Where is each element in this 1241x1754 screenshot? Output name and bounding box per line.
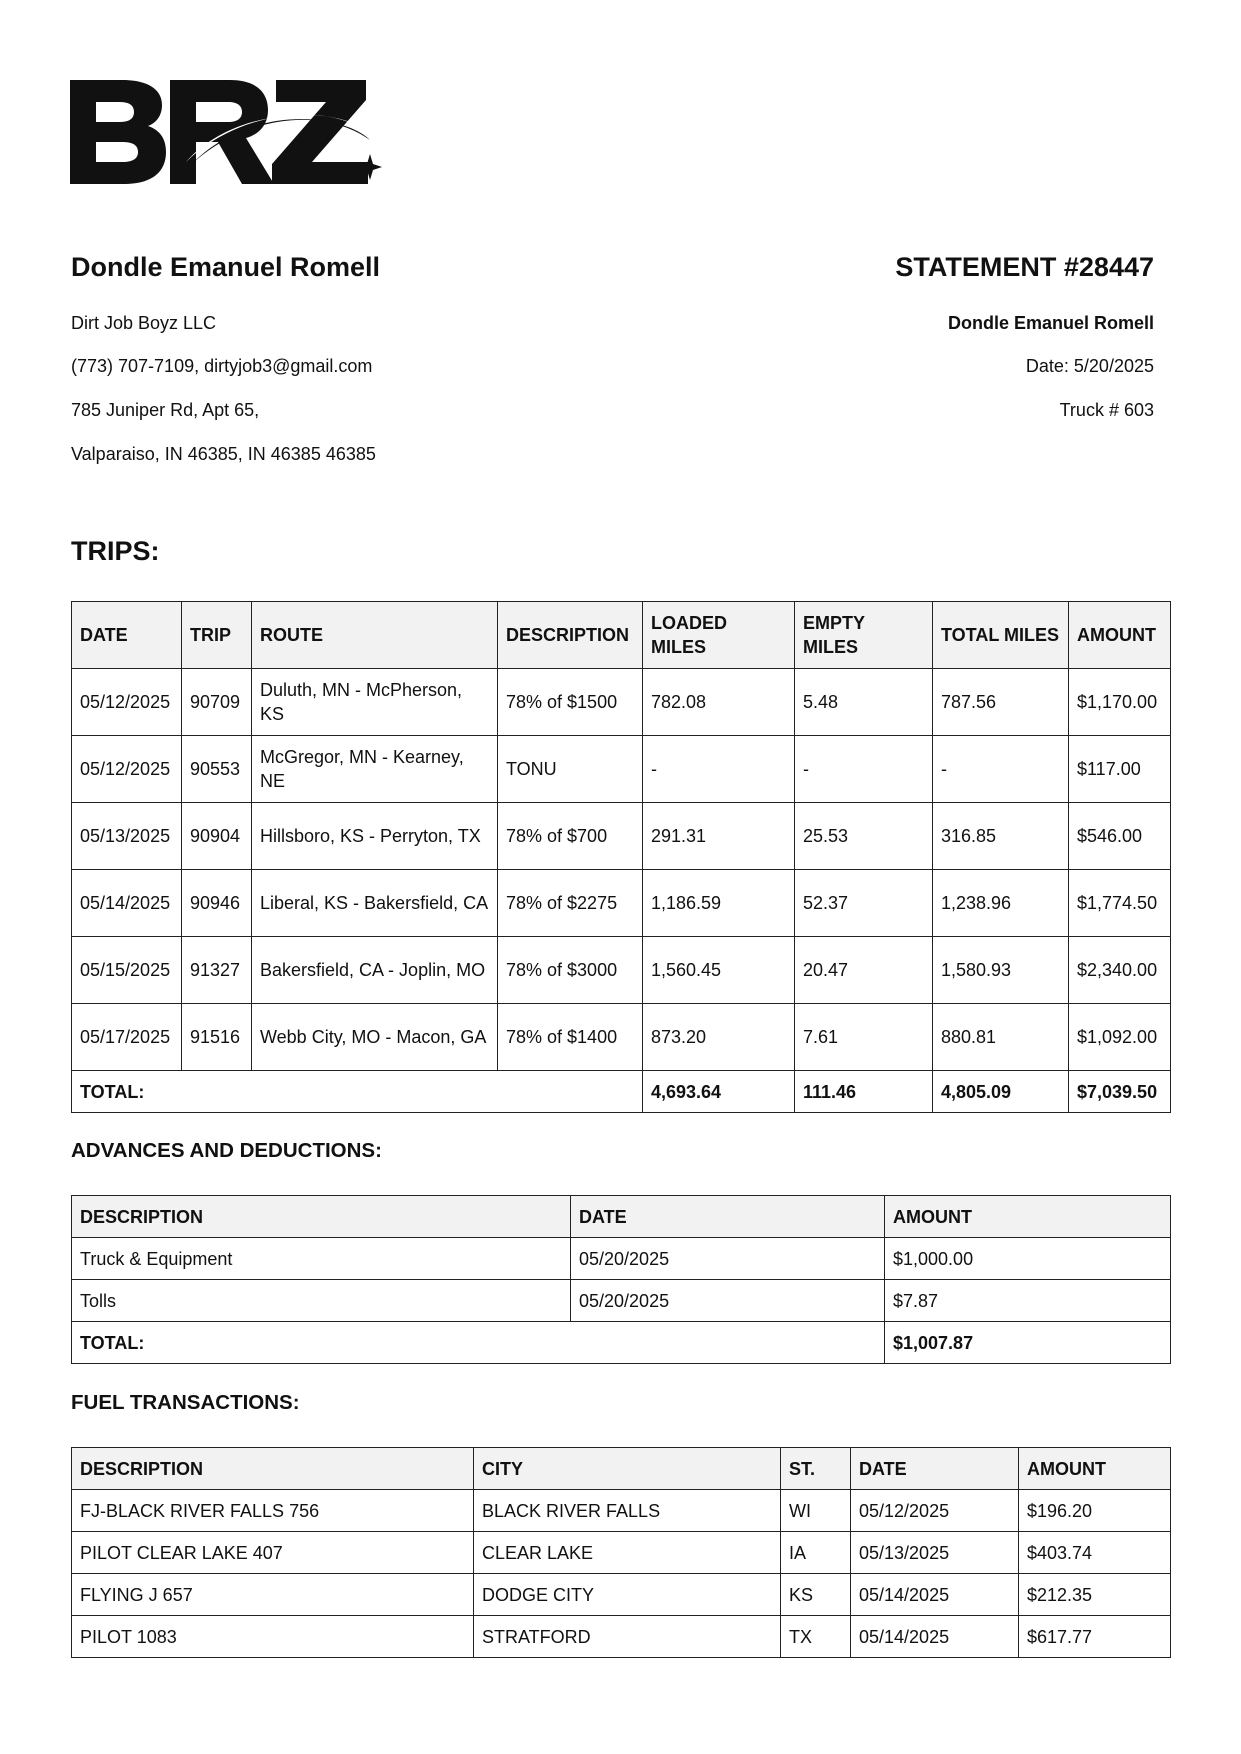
- fuel-amount: $617.77: [1019, 1616, 1171, 1658]
- trip-date: 05/12/2025: [72, 736, 182, 803]
- col-empty-miles: EMPTY MILES: [795, 602, 933, 669]
- trip-route: McGregor, MN - Kearney, NE: [252, 736, 498, 803]
- advance-amount: $7.87: [885, 1280, 1171, 1322]
- fuel-description: PILOT 1083: [72, 1616, 474, 1658]
- trips-header-row: [72, 602, 1171, 669]
- col-trip: TRIP: [182, 602, 252, 669]
- statement-date: Date: 5/20/2025: [1025, 356, 1154, 376]
- trip-loaded-miles: -: [643, 736, 795, 803]
- table-row: [72, 1004, 1171, 1071]
- trip-loaded-miles: 873.20: [643, 1004, 795, 1071]
- col-total-miles: TOTAL MILES: [933, 602, 1069, 669]
- trips-total-amount: $7,039.50: [1069, 1071, 1171, 1113]
- trip-loaded-miles: 782.08: [643, 669, 795, 736]
- advances-table: [71, 1195, 1171, 1364]
- trip-description: 78% of $1500: [498, 669, 643, 736]
- trip-description: 78% of $700: [498, 803, 643, 870]
- fuel-date: 05/14/2025: [851, 1616, 1019, 1658]
- driver-name-heading: Dondle Emanuel Romell: [71, 252, 381, 282]
- trips-table: [71, 601, 1171, 1113]
- trip-route: Liberal, KS - Bakersfield, CA: [252, 870, 498, 937]
- trip-amount: $1,092.00: [1069, 1004, 1171, 1071]
- fuel-city: STRATFORD: [474, 1616, 781, 1658]
- trip-route: Bakersfield, CA - Joplin, MO: [252, 937, 498, 1004]
- fuel-city: BLACK RIVER FALLS: [474, 1490, 781, 1532]
- trip-empty-miles: 5.48: [795, 669, 933, 736]
- fuel-state: IA: [781, 1532, 851, 1574]
- col-amount: AMOUNT: [1019, 1448, 1171, 1490]
- col-route: ROUTE: [252, 602, 498, 669]
- trip-loaded-miles: 1,186.59: [643, 870, 795, 937]
- address-line-2: Valparaiso, IN 46385, IN 46385 46385: [71, 444, 376, 464]
- fuel-date: 05/14/2025: [851, 1574, 1019, 1616]
- trip-route: Webb City, MO - Macon, GA: [252, 1004, 498, 1071]
- trip-total-miles: -: [933, 736, 1069, 803]
- table-row: [72, 1616, 1171, 1658]
- trip-total-miles: 316.85: [933, 803, 1069, 870]
- advance-description: Tolls: [72, 1280, 571, 1322]
- trip-date: 05/14/2025: [72, 870, 182, 937]
- trip-number: 90904: [182, 803, 252, 870]
- trip-number: 91516: [182, 1004, 252, 1071]
- col-description: DESCRIPTION: [72, 1448, 474, 1490]
- advances-heading: ADVANCES AND DEDUCTIONS:: [71, 1139, 382, 1162]
- fuel-state: TX: [781, 1616, 851, 1658]
- brz-logo: [70, 78, 382, 192]
- trip-empty-miles: 52.37: [795, 870, 933, 937]
- trip-number: 90946: [182, 870, 252, 937]
- contact-info: (773) 707-7109, dirtyjob3@gmail.com: [71, 356, 373, 376]
- trip-description: 78% of $1400: [498, 1004, 643, 1071]
- table-row: [72, 937, 1171, 1004]
- trip-total-miles: 1,238.96: [933, 870, 1069, 937]
- col-amount: AMOUNT: [1069, 602, 1171, 669]
- statement-driver-name: Dondle Emanuel Romell: [947, 313, 1154, 333]
- table-row: [72, 1238, 1171, 1280]
- fuel-header-row: [72, 1448, 1171, 1490]
- advance-date: 05/20/2025: [571, 1238, 885, 1280]
- trip-date: 05/13/2025: [72, 803, 182, 870]
- fuel-description: FLYING J 657: [72, 1574, 474, 1616]
- col-amount: AMOUNT: [885, 1196, 1171, 1238]
- trip-route: Duluth, MN - McPherson, KS: [252, 669, 498, 736]
- trip-loaded-miles: 1,560.45: [643, 937, 795, 1004]
- fuel-state: WI: [781, 1490, 851, 1532]
- col-date: DATE: [571, 1196, 885, 1238]
- trip-amount: $2,340.00: [1069, 937, 1171, 1004]
- trip-loaded-miles: 291.31: [643, 803, 795, 870]
- table-row: [72, 669, 1171, 736]
- trip-amount: $117.00: [1069, 736, 1171, 803]
- fuel-city: DODGE CITY: [474, 1574, 781, 1616]
- table-row: [72, 1490, 1171, 1532]
- col-state: ST.: [781, 1448, 851, 1490]
- fuel-city: CLEAR LAKE: [474, 1532, 781, 1574]
- trip-amount: $1,170.00: [1069, 669, 1171, 736]
- table-row: [72, 1532, 1171, 1574]
- trip-number: 91327: [182, 937, 252, 1004]
- table-row: [72, 1280, 1171, 1322]
- fuel-description: PILOT CLEAR LAKE 407: [72, 1532, 474, 1574]
- advances-header-row: [72, 1196, 1171, 1238]
- advance-description: Truck & Equipment: [72, 1238, 571, 1280]
- col-description: DESCRIPTION: [498, 602, 643, 669]
- trip-empty-miles: 25.53: [795, 803, 933, 870]
- trip-description: TONU: [498, 736, 643, 803]
- fuel-date: 05/12/2025: [851, 1490, 1019, 1532]
- trip-total-miles: 787.56: [933, 669, 1069, 736]
- trip-amount: $546.00: [1069, 803, 1171, 870]
- fuel-amount: $403.74: [1019, 1532, 1171, 1574]
- table-row: [72, 736, 1171, 803]
- table-row: [72, 870, 1171, 937]
- advances-total-amount: $1,007.87: [885, 1322, 1171, 1364]
- advance-date: 05/20/2025: [571, 1280, 885, 1322]
- col-description: DESCRIPTION: [72, 1196, 571, 1238]
- fuel-heading: FUEL TRANSACTIONS:: [71, 1391, 300, 1414]
- trip-number: 90553: [182, 736, 252, 803]
- trips-total-empty: 111.46: [795, 1071, 933, 1113]
- trip-empty-miles: 20.47: [795, 937, 933, 1004]
- trips-total-label: TOTAL:: [72, 1071, 643, 1113]
- trip-date: 05/17/2025: [72, 1004, 182, 1071]
- address-line-1: 785 Juniper Rd, Apt 65,: [71, 400, 260, 420]
- advances-total-label: TOTAL:: [72, 1322, 885, 1364]
- fuel-state: KS: [781, 1574, 851, 1616]
- fuel-table: [71, 1447, 1171, 1658]
- trip-date: 05/15/2025: [72, 937, 182, 1004]
- advances-total-row: [72, 1322, 1171, 1364]
- trip-empty-miles: -: [795, 736, 933, 803]
- trips-total-row: [72, 1071, 1171, 1113]
- trip-description: 78% of $2275: [498, 870, 643, 937]
- trip-number: 90709: [182, 669, 252, 736]
- trips-total-miles: 4,805.09: [933, 1071, 1069, 1113]
- statement-title: STATEMENT #28447: [895, 252, 1154, 282]
- fuel-amount: $212.35: [1019, 1574, 1171, 1616]
- company-name: Dirt Job Boyz LLC: [71, 313, 217, 333]
- fuel-description: FJ-BLACK RIVER FALLS 756: [72, 1490, 474, 1532]
- trip-total-miles: 880.81: [933, 1004, 1069, 1071]
- trip-amount: $1,774.50: [1069, 870, 1171, 937]
- trip-date: 05/12/2025: [72, 669, 182, 736]
- trips-total-loaded: 4,693.64: [643, 1071, 795, 1113]
- table-row: [72, 803, 1171, 870]
- trip-route: Hillsboro, KS - Perryton, TX: [252, 803, 498, 870]
- table-row: [72, 1574, 1171, 1616]
- col-date: DATE: [851, 1448, 1019, 1490]
- truck-number: Truck # 603: [1059, 400, 1154, 420]
- trip-empty-miles: 7.61: [795, 1004, 933, 1071]
- fuel-date: 05/13/2025: [851, 1532, 1019, 1574]
- col-city: CITY: [474, 1448, 781, 1490]
- col-date: DATE: [72, 602, 182, 669]
- trip-description: 78% of $3000: [498, 937, 643, 1004]
- advance-amount: $1,000.00: [885, 1238, 1171, 1280]
- trips-heading: TRIPS:: [71, 536, 160, 566]
- fuel-amount: $196.20: [1019, 1490, 1171, 1532]
- col-loaded-miles: LOADED MILES: [643, 602, 795, 669]
- trip-total-miles: 1,580.93: [933, 937, 1069, 1004]
